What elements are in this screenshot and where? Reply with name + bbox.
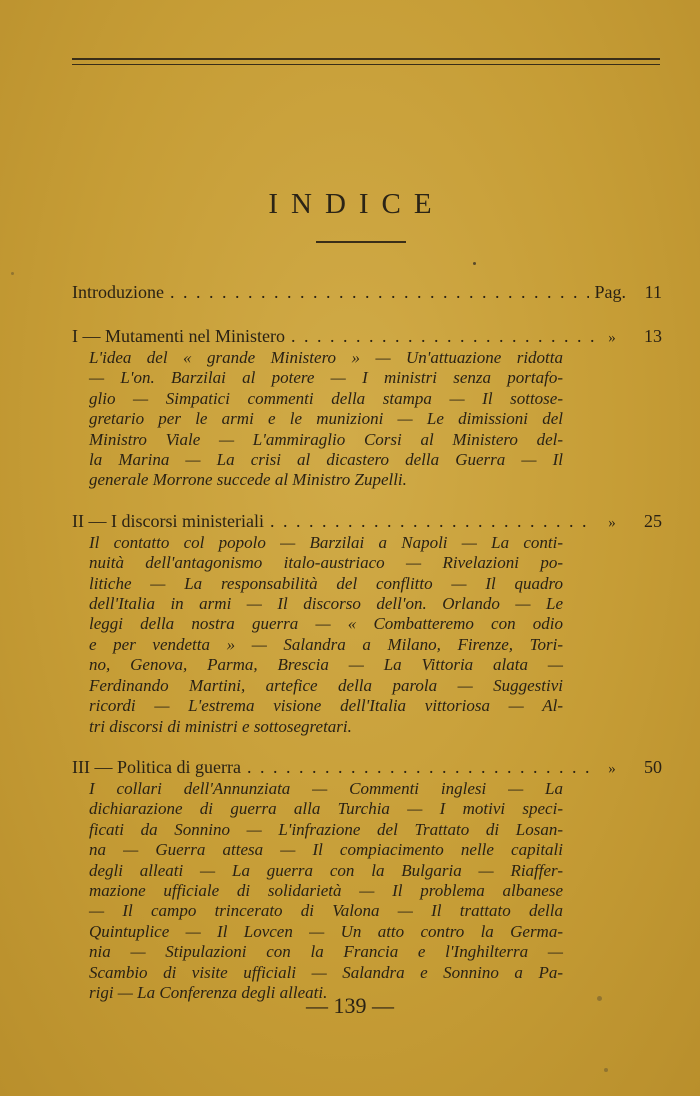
dot-leader bbox=[247, 757, 596, 777]
page-title: INDICE bbox=[268, 188, 445, 220]
description-line: Ministro Viale — L'ammiraglio Corsi al Ministero del- bbox=[89, 429, 563, 449]
description-line: — Il campo trincerato di Valona — Il trattato della bbox=[89, 901, 563, 921]
description-line: litiche — La responsabilità del conflitto — Il quadro bbox=[89, 573, 563, 593]
dot-leader bbox=[270, 511, 596, 531]
description-line: Il contatto col popolo — Barzilai a Napoli — La conti- bbox=[89, 532, 563, 552]
paper-speck bbox=[597, 996, 602, 1001]
toc-entry-heading bbox=[72, 326, 662, 348]
page-number: 11 bbox=[644, 282, 662, 302]
top-rule bbox=[72, 58, 660, 60]
ditto-mark: » bbox=[608, 514, 616, 531]
description-line: generale Morrone succede al Ministro Zupelli. bbox=[89, 470, 407, 490]
toc-entry-label: I — Mutamenti nel Ministero bbox=[72, 326, 285, 346]
toc-entry-description bbox=[72, 779, 563, 1003]
dot-leader bbox=[291, 326, 596, 346]
description-line: degli alleati — La guerra con la Bulgaria — Riaffer- bbox=[89, 860, 563, 880]
page-footer-number: — 139 — bbox=[306, 993, 394, 1018]
description-line: nuità dell'antagonismo italo-austriaco — Rivelazioni po- bbox=[89, 553, 563, 573]
toc-section-3 bbox=[72, 757, 662, 1003]
ditto-mark: » bbox=[608, 760, 616, 777]
description-line: no, Genova, Parma, Brescia — La Vittoria alata — bbox=[89, 655, 563, 675]
description-line: I collari dell'Annunziata — Commenti inglesi — La bbox=[89, 778, 563, 798]
page-number: 13 bbox=[644, 326, 662, 346]
description-line: mazione ufficiale di solidarietà — Il problema albanese bbox=[89, 880, 563, 900]
dot-leader bbox=[170, 282, 589, 302]
description-line: e per vendetta » — Salandra a Milano, Firenze, Tori- bbox=[89, 634, 563, 654]
description-line: ficati da Sonnino — L'infrazione del Trattato di Losan- bbox=[89, 819, 563, 839]
toc-content bbox=[72, 282, 662, 1023]
toc-entry-heading bbox=[72, 757, 662, 779]
description-line: la Marina — La crisi al dicastero della Guerra — Il bbox=[89, 450, 563, 470]
toc-entry-label: II — I discorsi ministeriali bbox=[72, 510, 264, 531]
toc-section-1 bbox=[72, 326, 662, 491]
top-rule-thin bbox=[72, 64, 660, 65]
ornament-dot bbox=[473, 262, 476, 265]
page-number: 25 bbox=[644, 510, 662, 531]
toc-entry-label: Introduzione bbox=[72, 282, 164, 302]
description-line: leggi della nostra guerra — « Combatteremo con odio bbox=[89, 614, 563, 634]
toc-section-2 bbox=[72, 511, 662, 737]
description-line: ricordi — L'estrema visione dell'Italia vittoriosa — Al- bbox=[89, 696, 563, 716]
description-line: rigi — La Conferenza degli alleati. bbox=[89, 982, 328, 1002]
toc-entry-introduction bbox=[72, 282, 662, 304]
description-line: — L'on. Barzilai al potere — I ministri senza portafo- bbox=[89, 368, 563, 388]
description-line: gretario per le armi e le munizioni — Le dimissioni del bbox=[89, 409, 563, 429]
description-line: tri discorsi di ministri e sottosegretari. bbox=[89, 716, 352, 736]
description-line: dell'Italia in armi — Il discorso dell'on. Orlando — Le bbox=[89, 594, 563, 614]
ditto-mark: » bbox=[608, 330, 616, 346]
page-number: 50 bbox=[644, 756, 662, 777]
toc-entry-heading bbox=[72, 511, 662, 533]
toc-entry-description bbox=[72, 533, 563, 737]
toc-entry-description bbox=[72, 348, 563, 491]
description-line: Quintuplice — Il Lovcen — Un atto contro la Germa- bbox=[89, 921, 563, 941]
description-line: dichiarazione di guerra alla Turchia — I motivi speci- bbox=[89, 799, 563, 819]
paper-speck bbox=[11, 272, 14, 275]
paper-speck bbox=[604, 1068, 608, 1072]
page-label: Pag. bbox=[594, 282, 626, 302]
toc-entry-label: III — Politica di guerra bbox=[72, 756, 241, 777]
title-underline bbox=[316, 241, 406, 243]
description-line: nia — Stipulazioni con la Francia e l'Inghilterra — bbox=[89, 942, 563, 962]
description-line: L'idea del « grande Ministero » — Un'attuazione ridotta bbox=[89, 348, 563, 367]
description-line: na — Guerra attesa — Il compiacimento nelle capitali bbox=[89, 840, 563, 860]
description-line: Scambio di visite ufficiali — Salandra e Sonnino a Pa- bbox=[89, 962, 563, 982]
description-line: Ferdinando Martini, artefice della parola — Suggestivi bbox=[89, 675, 563, 695]
description-line: glio — Simpatici commenti della stampa — Il sottose- bbox=[89, 388, 563, 408]
